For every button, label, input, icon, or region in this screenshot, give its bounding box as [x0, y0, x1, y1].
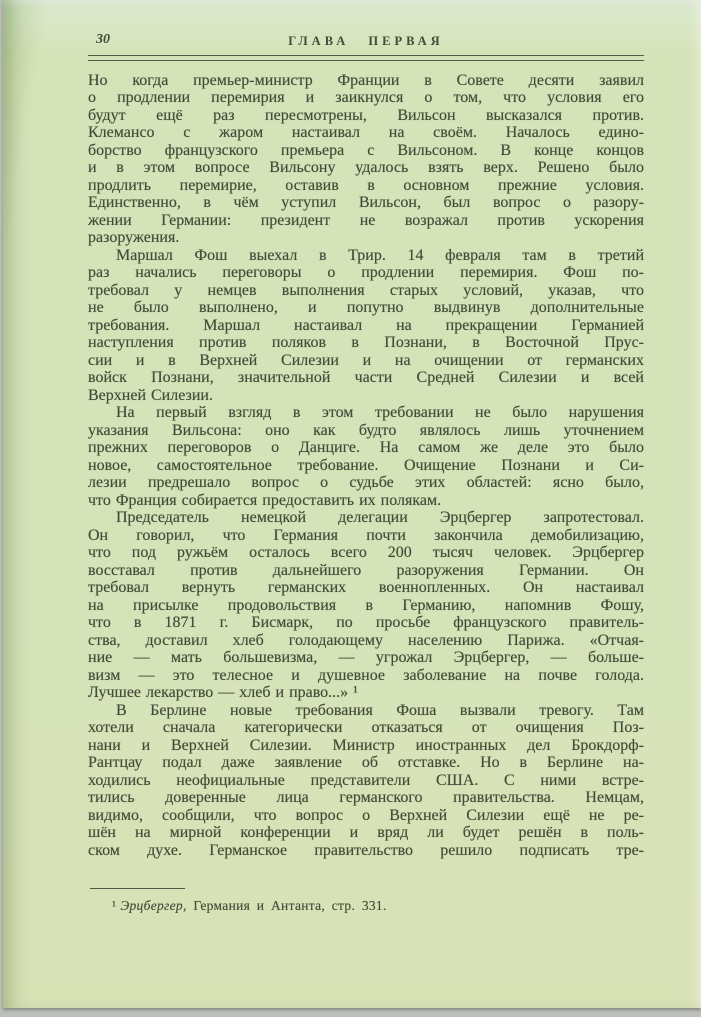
page-number: 30: [96, 32, 110, 47]
paragraph: [88, 702, 644, 860]
text-line: Верхней Силезии.: [88, 386, 213, 404]
book-page: [3, 0, 701, 1008]
text-line: будут ещё раз пересмотрены, Вильсон высказался против.: [88, 106, 644, 124]
text-line: требования. Маршал настаивал на прекращении Германией: [88, 316, 644, 334]
text-line: В Берлине новые требования Фоша вызвали тревогу. Там: [116, 701, 644, 719]
text-line: прежних переговоров о Данциге. На самом же деле это было: [88, 439, 644, 456]
text-line: на присылке продовольствия в Германию, напомнив Фошу,: [88, 596, 644, 614]
text-line: ства, доставил хлеб голодающему населению Парижа. «Отчая-: [88, 631, 644, 649]
paragraph: [88, 72, 644, 247]
text-line: лезии предрешало вопрос о судьбе этих областей: ясно было,: [88, 474, 644, 491]
footnote: [88, 898, 644, 914]
text-line: раз начались переговоры о продлении перемирия. Фош по-: [88, 264, 644, 281]
text-line: Председатель немецкой делегации Эрцбергер запротестовал.: [116, 509, 644, 526]
footnote-marker: ¹: [112, 898, 117, 913]
footnote-source-author: Эрцбергер,: [120, 898, 187, 913]
text-line: Лучшее лекарство — хлеб и право...» ¹: [88, 684, 358, 701]
text-line: ском духе. Германское правительство решило подписать тре-: [88, 841, 644, 859]
text-line: что под ружьём осталось всего 200 тысяч человек. Эрцбергер: [88, 544, 644, 561]
text-line: визм — это телесное и душевное заболевание на почве голода.: [88, 666, 644, 684]
footnote-rule: [90, 888, 185, 889]
text-line: На первый взгляд в этом требовании не было нарушения: [116, 404, 644, 421]
text-block: [88, 72, 644, 860]
text-line: что в 1871 г. Бисмарк, по просьбе французского правитель-: [88, 614, 644, 631]
text-line: сии и в Верхней Силезии и на очищении от германских: [88, 351, 644, 369]
text-line: наступления против поляков в Познани, в Восточной Прус-: [88, 334, 644, 351]
text-line: ние — мать большевизма, — угрожал Эрцбергер, — больше-: [88, 649, 644, 666]
header-rule: [88, 55, 644, 61]
text-line: видимо, сообщили, что вопрос о Верхней Силезии ещё не ре-: [88, 806, 644, 824]
text-line: указания Вильсона: оно как будто являлось лишь уточнением: [88, 421, 644, 439]
text-line: нани и Верхней Силезии. Министр иностранных дел Брокдорф-: [88, 736, 644, 754]
text-line: Единственно, в чём уступил Вильсон, был вопрос о разору-: [88, 194, 644, 211]
text-line: продлить перемирие, оставив в основном прежние условия.: [88, 176, 644, 194]
text-line: войск Познани, значительной части Средней Силезии и всей: [88, 369, 644, 386]
text-line: что Франция собирается предоставить их полякам.: [88, 491, 442, 509]
running-header: ГЛАВА ПЕРВАЯ: [288, 34, 444, 48]
text-line: тились доверенные лица германского правительства. Немцам,: [88, 789, 644, 806]
text-line: о продлении перемирия и заикнулся о том, что условия его: [88, 89, 644, 106]
text-line: Клемансо с жаром настаивал на своём. Началось едино-: [88, 124, 644, 141]
text-line: требовал вернуть германских военнопленных. Он настаивал: [88, 579, 644, 596]
paragraph: [88, 509, 644, 702]
text-line: разоружения.: [88, 229, 180, 246]
text-line: борство французского премьера с Вильсоном. В конце концов: [88, 141, 644, 159]
text-line: хотели сначала категорически отказаться от очищения Поз-: [88, 719, 644, 736]
text-line: новое, самостоятельное требование. Очищение Познани и Си-: [88, 456, 644, 474]
text-line: и в этом вопросе Вильсону удалось взять верх. Решено было: [88, 159, 644, 176]
text-line: Но когда премьер-министр Франции в Совете десяти заявил: [88, 71, 644, 89]
text-line: шён на мирной конференции и вряд ли будет решён в поль-: [88, 824, 644, 841]
text-line: восставал против дальнейшего разоружения Германии. Он: [88, 561, 644, 579]
text-line: Рантцау подал даже заявление об отставке. Но в Берлине на-: [88, 754, 644, 771]
text-line: Он говорил, что Германия почти закончила демобилизацию,: [88, 526, 644, 544]
footnote-source-text: Германия и Антанта, стр. 331.: [193, 898, 387, 913]
text-line: не было выполнено, и попутно выдвинув дополнительные: [88, 299, 644, 316]
text-column: [88, 30, 644, 914]
page-header: [88, 30, 644, 51]
text-line: Маршал Фош выехал в Трир. 14 февраля там в третий: [116, 246, 644, 264]
text-line: жении Германии: президент не возражал против ускорения: [88, 211, 644, 229]
paragraph: [88, 247, 644, 405]
paragraph: [88, 404, 644, 509]
text-line: требовал у немцев выполнения старых условий, указав, что: [88, 281, 644, 299]
text-line: ходились неофициальные представители США. С ними встре-: [88, 771, 644, 789]
